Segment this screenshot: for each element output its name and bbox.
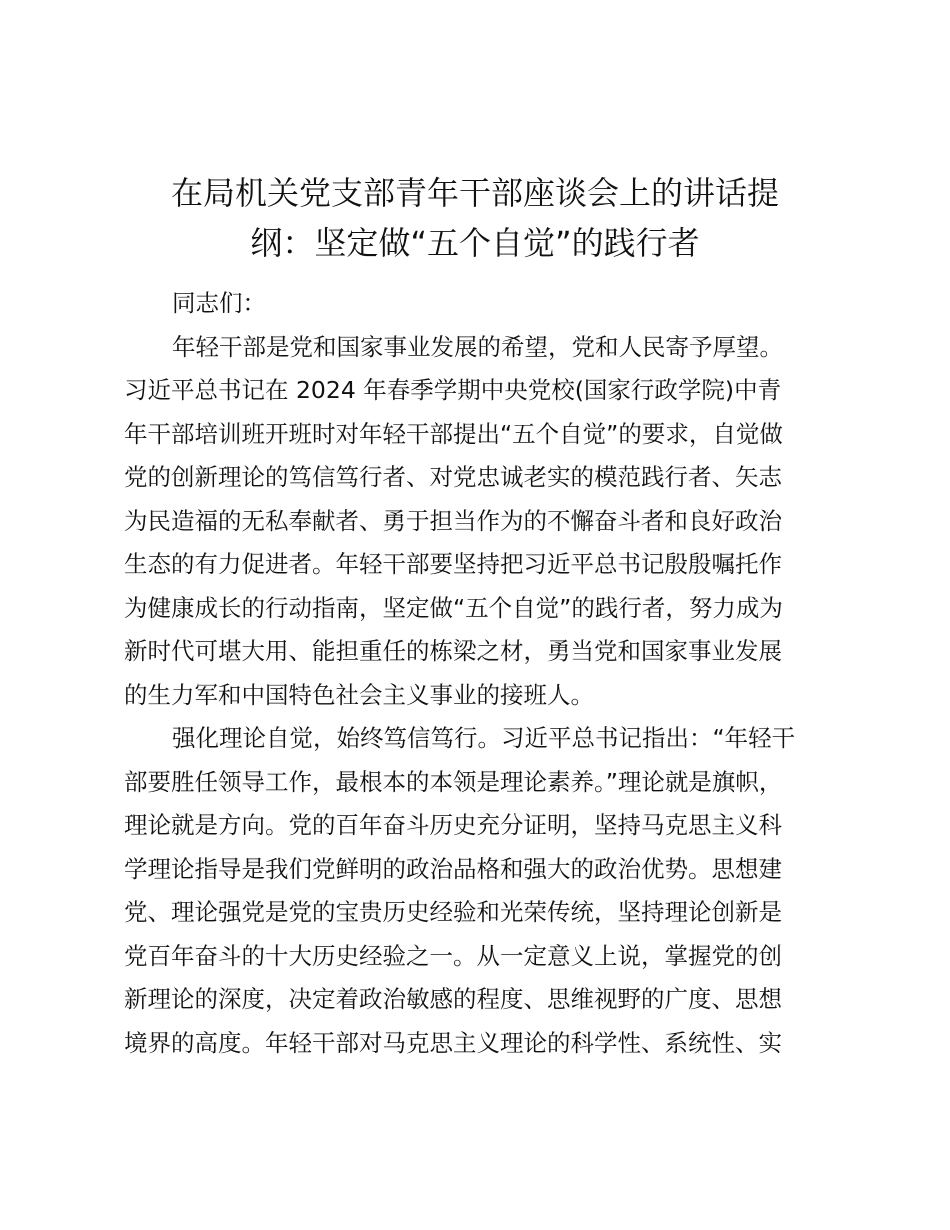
paragraph-1-line: 为民造福的无私奉献者、勇于担当作为的不懈奋斗者和良好政治	[124, 506, 782, 535]
paragraph-2	[124, 717, 836, 1065]
paragraph-1-line: 为健康成长的行动指南，坚定做“五个自觉”的践行者，努力成为	[124, 593, 783, 622]
paragraph-2-line: 境界的高度。年轻干部对马克思主义理论的科学性、系统性、实	[124, 1028, 782, 1057]
paragraph-2-line: 部要胜任领导工作，最根本的本领是理论素养。”理论就是旗帜，	[124, 767, 783, 796]
paragraph-1-line: 习近平总书记在 2024 年春季学期中央党校(国家行政学院)中青	[124, 376, 782, 404]
title-line-2: 纲：坚定做“五个自觉”的践行者	[250, 224, 700, 262]
paragraph-1-line: 党的创新理论的笃信笃行者、对党忠诚老实的模范践行者、矢志	[124, 463, 782, 491]
paragraph-1-line: 年干部培训班开班时对年轻干部提出“五个自觉”的要求，自觉做	[124, 419, 783, 448]
document-body	[124, 282, 836, 1065]
paragraph-2-line: 党、理论强党是党的宝贵历史经验和光荣传统，坚持理论创新是	[124, 898, 782, 926]
paragraph-2-line: 新理论的深度，决定着政治敏感的程度、思维视野的广度、思想	[124, 985, 782, 1013]
paragraph-2-line: 党百年奋斗的十大历史经验之一。从一定意义上说，掌握党的创	[124, 941, 782, 970]
paragraph-1-line: 的生力军和中国特色社会主义事业的接班人。	[124, 680, 594, 709]
salutation: 同志们：	[172, 289, 266, 317]
paragraph-2-line: 强化理论自觉，始终笃信笃行。习近平总书记指出：“年轻干	[172, 724, 796, 752]
paragraph-1-line: 新时代可堪大用、能担重任的栋梁之材，勇当党和国家事业发展	[124, 637, 782, 665]
paragraph-1-line: 年轻干部是党和国家事业发展的希望，党和人民寄予厚望。	[172, 332, 783, 361]
paragraph-1-line: 生态的有力促进者。年轻干部要坚持把习近平总书记殷殷嘱托作	[124, 550, 782, 578]
paragraph-1	[124, 326, 836, 718]
document-title	[120, 168, 830, 268]
paragraph-2-line: 理论就是方向。党的百年奋斗历史充分证明，坚持马克思主义科	[124, 811, 782, 839]
paragraph-2-line: 学理论指导是我们党鲜明的政治品格和强大的政治优势。思想建	[124, 854, 782, 883]
title-line-1: 在局机关党支部青年干部座谈会上的讲话提	[170, 174, 779, 212]
